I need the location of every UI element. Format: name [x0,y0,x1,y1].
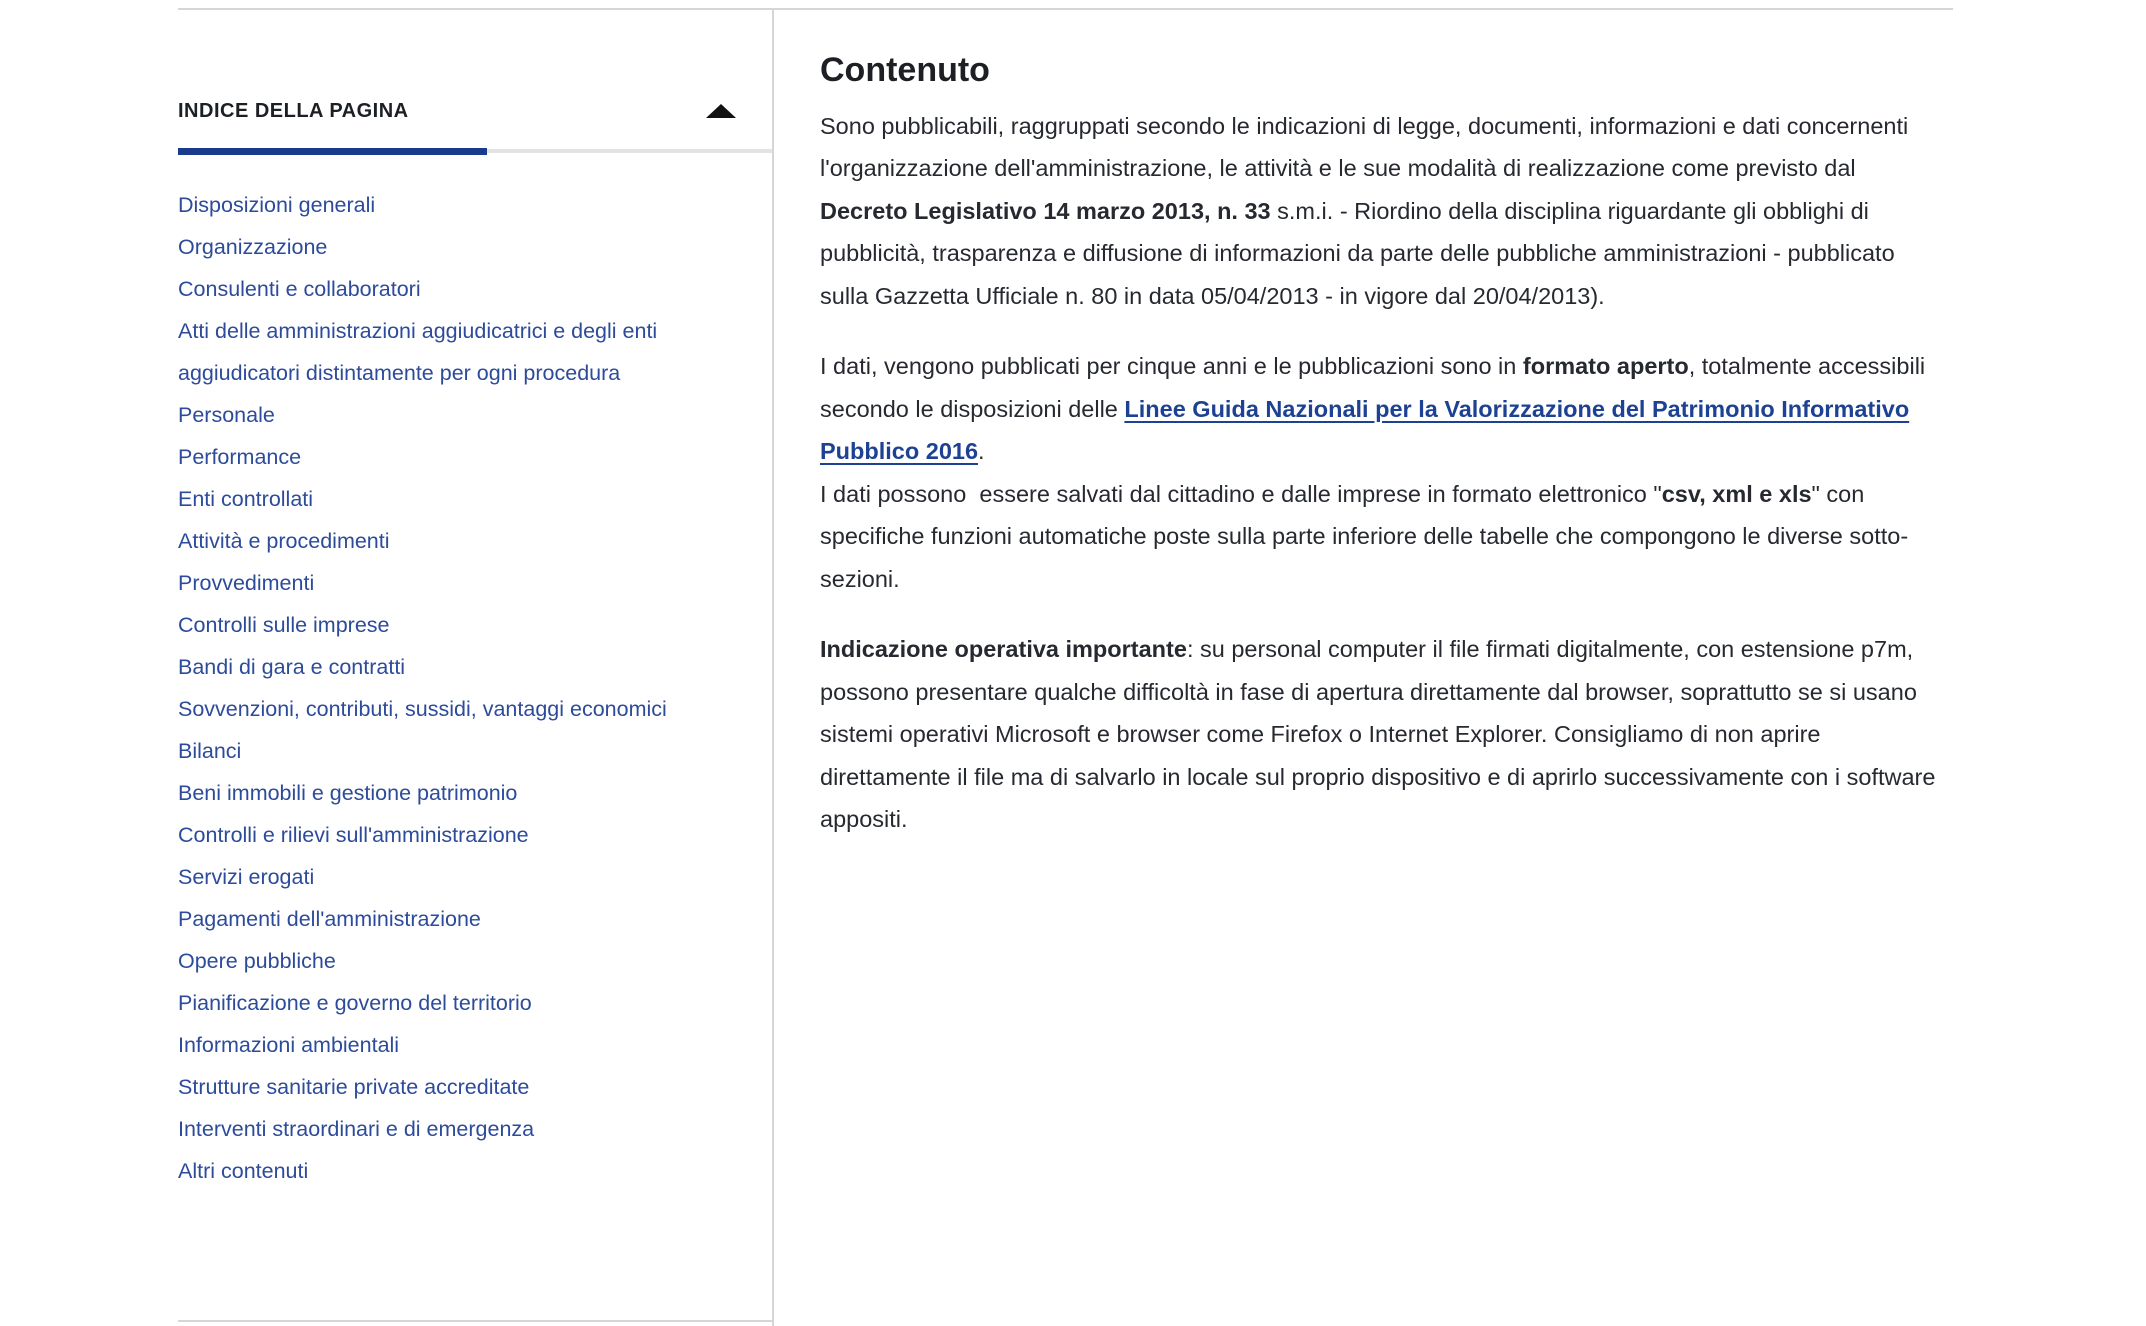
index-link[interactable]: Consulenti e collaboratori [178,277,421,301]
index-link[interactable]: Informazioni ambientali [178,1033,400,1057]
body-text: . [978,438,985,465]
index-link[interactable]: Servizi erogati [178,865,315,889]
index-link[interactable]: Organizzazione [178,235,328,259]
vertical-divider [772,8,774,1326]
index-link[interactable]: Beni immobili e gestione patrimonio [178,781,518,805]
index-link[interactable]: Provvedimenti [178,571,315,595]
body-text: : su personal computer il file firmati digitalmente, con estensione p7m, possono presentare qualche difficoltà in fase di apertura direttamente dal browser, soprattutto se si usano sistemi operativi Microsoft e browser come Firefox o Internet Explorer. Consigliamo di non aprire direttamente il file ma di salvarlo in locale sul proprio dispositivo e di aprirlo successivamente con i software appositi. [820,636,1936,833]
index-link[interactable]: Controlli sulle imprese [178,613,390,637]
bold-text: csv, xml e xls [1661,480,1812,507]
bold-text: Decreto Legislativo 14 marzo 2013, n. 33 [820,197,1271,224]
body-text: I dati possono essere salvati dal cittadino e dalle imprese in formato elettronico " [820,480,1662,507]
index-link[interactable]: Controlli e rilievi sull'amministrazione [178,823,529,847]
body-text: " con specifiche funzioni automatiche poste sulla parte inferiore delle tabelle che compongono le diverse sotto-sezioni. [820,480,1909,592]
content-paragraph [820,105,1938,318]
index-link[interactable]: Bilanci [178,739,242,763]
index-link[interactable]: Performance [178,445,302,469]
page-index-header [178,96,772,126]
index-link[interactable]: Pagamenti dell'amministrazione [178,907,481,931]
content-link[interactable]: Linee Guida Nazionali per la Valorizzazione del Patrimonio Informativo Pubblico 2016 [820,395,1910,465]
content-section [820,50,1938,841]
index-link[interactable]: Sovvenzioni, contributi, sussidi, vantaggi economici [178,697,667,721]
content-title: Contenuto [820,51,990,89]
bold-text: formato aperto [1522,353,1689,380]
index-link[interactable]: Atti delle amministrazioni aggiudicatrici e degli enti aggiudicatori distintamente per ogni procedura [178,319,658,385]
index-link[interactable]: Interventi straordinari e di emergenza [178,1117,535,1141]
body-text: s.m.i. - Riordino della disciplina riguardante gli obblighi di pubblicità, trasparenza e diffusione di informazioni da parte delle pubbliche amministrazioni - pubblicato sulla Gazzetta Ufficiale n. 80 in data 05/04/2013 - in vigore dal 20/04/2013). [820,197,1895,309]
body-text: , totalmente accessibili secondo le disposizioni delle [820,353,1926,422]
index-progress-bar [178,148,772,155]
triangle-up-icon [706,104,736,118]
content-paragraph [820,345,1938,600]
bold-text: Indicazione operativa importante [820,636,1187,663]
index-link[interactable]: Disposizioni generali [178,193,376,217]
index-link[interactable]: Personale [178,403,275,427]
index-link[interactable]: Attività e procedimenti [178,529,390,553]
content-paragraph [820,628,1938,841]
content-body [820,105,1938,841]
index-link[interactable]: Opere pubbliche [178,949,336,973]
index-link[interactable]: Enti controllati [178,487,314,511]
body-text: I dati, vengono pubblicati per cinque anni e le pubblicazioni sono in [820,353,1523,380]
index-progress-fill [178,148,487,155]
index-link[interactable]: Strutture sanitarie private accreditate [178,1075,530,1099]
body-text: Sono pubblicabili, raggruppati secondo le indicazioni di legge, documenti, informazioni e dati concernenti l'organizzazione dell'amministrazione, le attività e le sue modalità di realizzazione come previsto dal [820,112,1909,182]
collapse-index-button[interactable] [698,100,744,122]
page-index-title: INDICE DELLA PAGINA [178,99,409,122]
index-link[interactable]: Bandi di gara e contratti [178,655,406,679]
page-index-sidebar [178,96,772,1192]
index-link[interactable]: Altri contenuti [178,1159,309,1183]
page-index-nav [178,184,713,1192]
bottom-divider [178,1320,772,1322]
top-divider [178,8,1953,10]
index-link[interactable]: Pianificazione e governo del territorio [178,991,532,1015]
